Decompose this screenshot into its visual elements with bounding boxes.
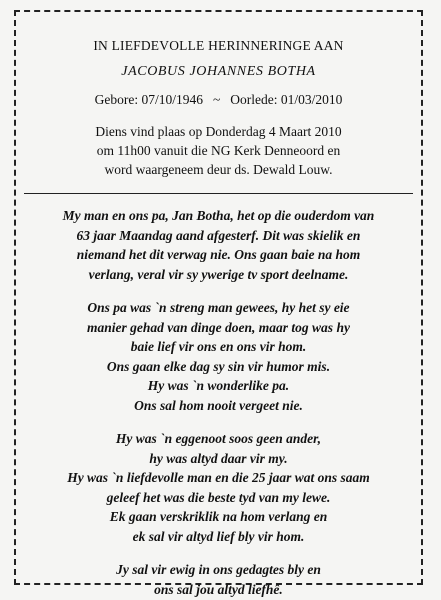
tribute-paragraph	[16, 206, 421, 284]
tribute-line: verlang, veral vir sy ywerige tv sport deelname.	[88, 266, 349, 282]
service-line: word waargeneem deur ds. Dewald Louw.	[104, 162, 333, 177]
death-date: Oorlede: 01/03/2010	[230, 92, 343, 107]
tribute-line: baie lief vir ons en ons vir hom.	[130, 339, 307, 354]
birth-date: Gebore: 07/10/1946	[94, 92, 203, 107]
memorial-heading: IN LIEFDEVOLLE HERINNERINGE AAN	[93, 38, 344, 53]
tribute-line: 63 jaar Maandag aand afgesterf. Dit was skielik en	[76, 227, 361, 243]
service-details	[16, 122, 421, 179]
card-content	[16, 12, 421, 599]
tribute-line: Ons gaan elke dag sy sin vir humor mis.	[106, 358, 331, 374]
tribute-line: Hy was `n liefdevolle man en die 25 jaar wat ons saam	[67, 470, 370, 485]
service-line: Diens vind plaas op Donderdag 4 Maart 2010	[95, 124, 342, 139]
deceased-name: JACOBUS JOHANNES BOTHA	[121, 64, 316, 79]
tribute-paragraph	[16, 560, 421, 599]
tribute-line: My man en ons pa, Jan Botha, het op die ouderdom van	[62, 208, 375, 223]
tribute-line: Hy was `n eggenoot soos geen ander,	[115, 431, 322, 446]
service-line: om 11h00 vanuit die NG Kerk Denneoord en	[96, 143, 341, 158]
tribute-line: ons sal jou altyd liefhê.	[154, 581, 283, 597]
tribute-line: niemand het dit verwag nie. Ons gaan baie na hom	[76, 247, 361, 262]
tribute-line: Hy was `n wonderlike pa.	[147, 378, 290, 393]
tribute-line: Ons sal hom nooit vergeet nie.	[134, 397, 303, 413]
life-dates	[16, 92, 421, 108]
tribute-line: geleef het was die beste tyd van my lewe.	[106, 489, 331, 505]
tribute-paragraph	[16, 298, 421, 415]
date-separator: ~	[212, 92, 221, 107]
tribute-line: manier gehad van dinge doen, maar tog was hy	[87, 319, 350, 335]
tribute-line: Jy sal vir ewig in ons gedagtes bly en	[116, 562, 321, 577]
tribute-line: Ek gaan verskriklik na hom verlang en	[109, 509, 328, 524]
tribute-line: Ons pa was `n streng man gewees, hy het sy eie	[87, 300, 350, 315]
tribute-text	[16, 206, 421, 599]
divider-line	[24, 193, 413, 194]
tribute-line: hy was altyd daar vir my.	[149, 450, 288, 466]
tribute-line: ek sal vir altyd lief bly vir hom.	[132, 528, 305, 544]
tribute-paragraph	[16, 429, 421, 546]
